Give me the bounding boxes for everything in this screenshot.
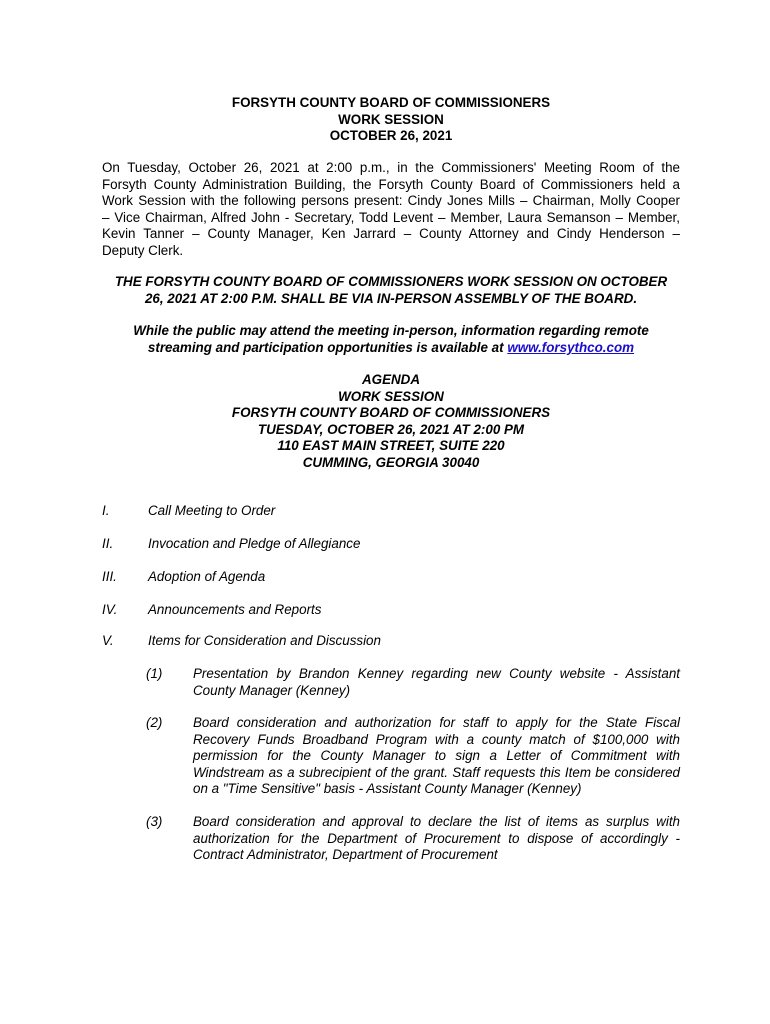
public-info-line: While the public may attend the meeting in-person, information regarding remote xyxy=(133,323,649,338)
agenda-item-number: I. xyxy=(102,503,110,518)
header-session: WORK SESSION xyxy=(338,111,444,127)
intro-paragraph xyxy=(102,160,680,260)
subitem-line: Contract Administrator, Department of Procurement xyxy=(193,847,498,863)
public-info-line-2 xyxy=(100,340,682,357)
subitem-website-presentation xyxy=(193,666,680,699)
document-header xyxy=(100,95,682,145)
header-title: FORSYTH COUNTY BOARD OF COMMISSIONERS xyxy=(231,95,551,110)
subitem-line: Recovery Funds Broadband Program with a county match of $100,000 with xyxy=(193,731,680,747)
subitem-number: (3) xyxy=(146,814,163,829)
agenda-item-number: IV. xyxy=(102,602,118,617)
subitem-line: Board consideration and authorization for staff to apply for the State Fiscal xyxy=(193,715,680,730)
agenda-header xyxy=(100,372,682,472)
agenda-item-number: II. xyxy=(102,536,114,551)
notice-line: 26, 2021 AT 2:00 P.M. SHALL BE VIA IN-PERSON ASSEMBLY OF THE BOARD. xyxy=(144,290,638,306)
agenda-item-announcements: Announcements and Reports xyxy=(148,602,322,617)
subitem-number: (1) xyxy=(146,666,163,681)
agenda-item-consideration: Items for Consideration and Discussion xyxy=(148,633,381,648)
subitem-line: authorization for the Department of Procurement to dispose of accordingly - xyxy=(193,830,680,846)
agenda-item-number: III. xyxy=(102,569,117,584)
agenda-address: 110 EAST MAIN STREET, SUITE 220 xyxy=(277,438,505,454)
subitem-line: Presentation by Brandon Kenney regarding new County website - Assistant xyxy=(193,666,680,681)
subitem-line: Windstream as a subrecipient of the grant. Staff requests this Item be considered xyxy=(193,764,680,780)
subitem-line: County Manager (Kenney) xyxy=(193,682,351,698)
agenda-item-invocation: Invocation and Pledge of Allegiance xyxy=(148,536,361,551)
intro-line: On Tuesday, October 26, 2021 at 2:00 p.m., in the Commissioners' Meeting Room of the xyxy=(102,160,680,175)
agenda-city: CUMMING, GEORGIA 30040 xyxy=(302,454,480,470)
forsythco-link[interactable]: www.forsythco.com xyxy=(507,339,635,355)
intro-line: Kevin Tanner – County Manager, Ken Jarrard – County Attorney and Cindy Henderson – xyxy=(102,226,680,242)
agenda-session: WORK SESSION xyxy=(338,388,444,404)
intro-line: – Vice Chairman, Alfred John - Secretary, Todd Levent – Member, Laura Semanson – Member, xyxy=(102,209,680,225)
intro-line: Forsyth County Administration Building, the Forsyth County Board of Commissioners held a xyxy=(102,176,680,192)
agenda-item-number: V. xyxy=(102,633,114,648)
agenda-board: FORSYTH COUNTY BOARD OF COMMISSIONERS xyxy=(231,405,551,421)
public-info xyxy=(100,323,682,356)
notice-line: THE FORSYTH COUNTY BOARD OF COMMISSIONERS WORK SESSION ON OCTOBER xyxy=(114,274,668,289)
subitem-line: permission for the County Manager to sign a Letter of Commitment with xyxy=(193,748,680,764)
public-info-prefix: streaming and participation opportunities is available at xyxy=(147,339,504,355)
agenda-item-call-to-order: Call Meeting to Order xyxy=(148,503,276,518)
subitem-number: (2) xyxy=(146,715,163,730)
agenda-title: AGENDA xyxy=(361,372,421,387)
subitem-surplus-items xyxy=(193,814,680,864)
in-person-notice xyxy=(100,274,682,307)
intro-line: Work Session with the following persons present: Cindy Jones Mills – Chairman, Molly Cooper xyxy=(102,193,680,209)
subitem-broadband-program xyxy=(193,715,680,798)
agenda-item-adoption: Adoption of Agenda xyxy=(148,569,266,584)
subitem-line: Board consideration and approval to declare the list of items as surplus with xyxy=(193,814,680,829)
agenda-date: TUESDAY, OCTOBER 26, 2021 AT 2:00 PM xyxy=(257,421,525,437)
intro-line: Deputy Clerk. xyxy=(102,242,184,258)
subitem-line: on a "Time Sensitive" basis - Assistant County Manager (Kenney) xyxy=(193,781,582,797)
header-date: OCTOBER 26, 2021 xyxy=(329,128,453,144)
